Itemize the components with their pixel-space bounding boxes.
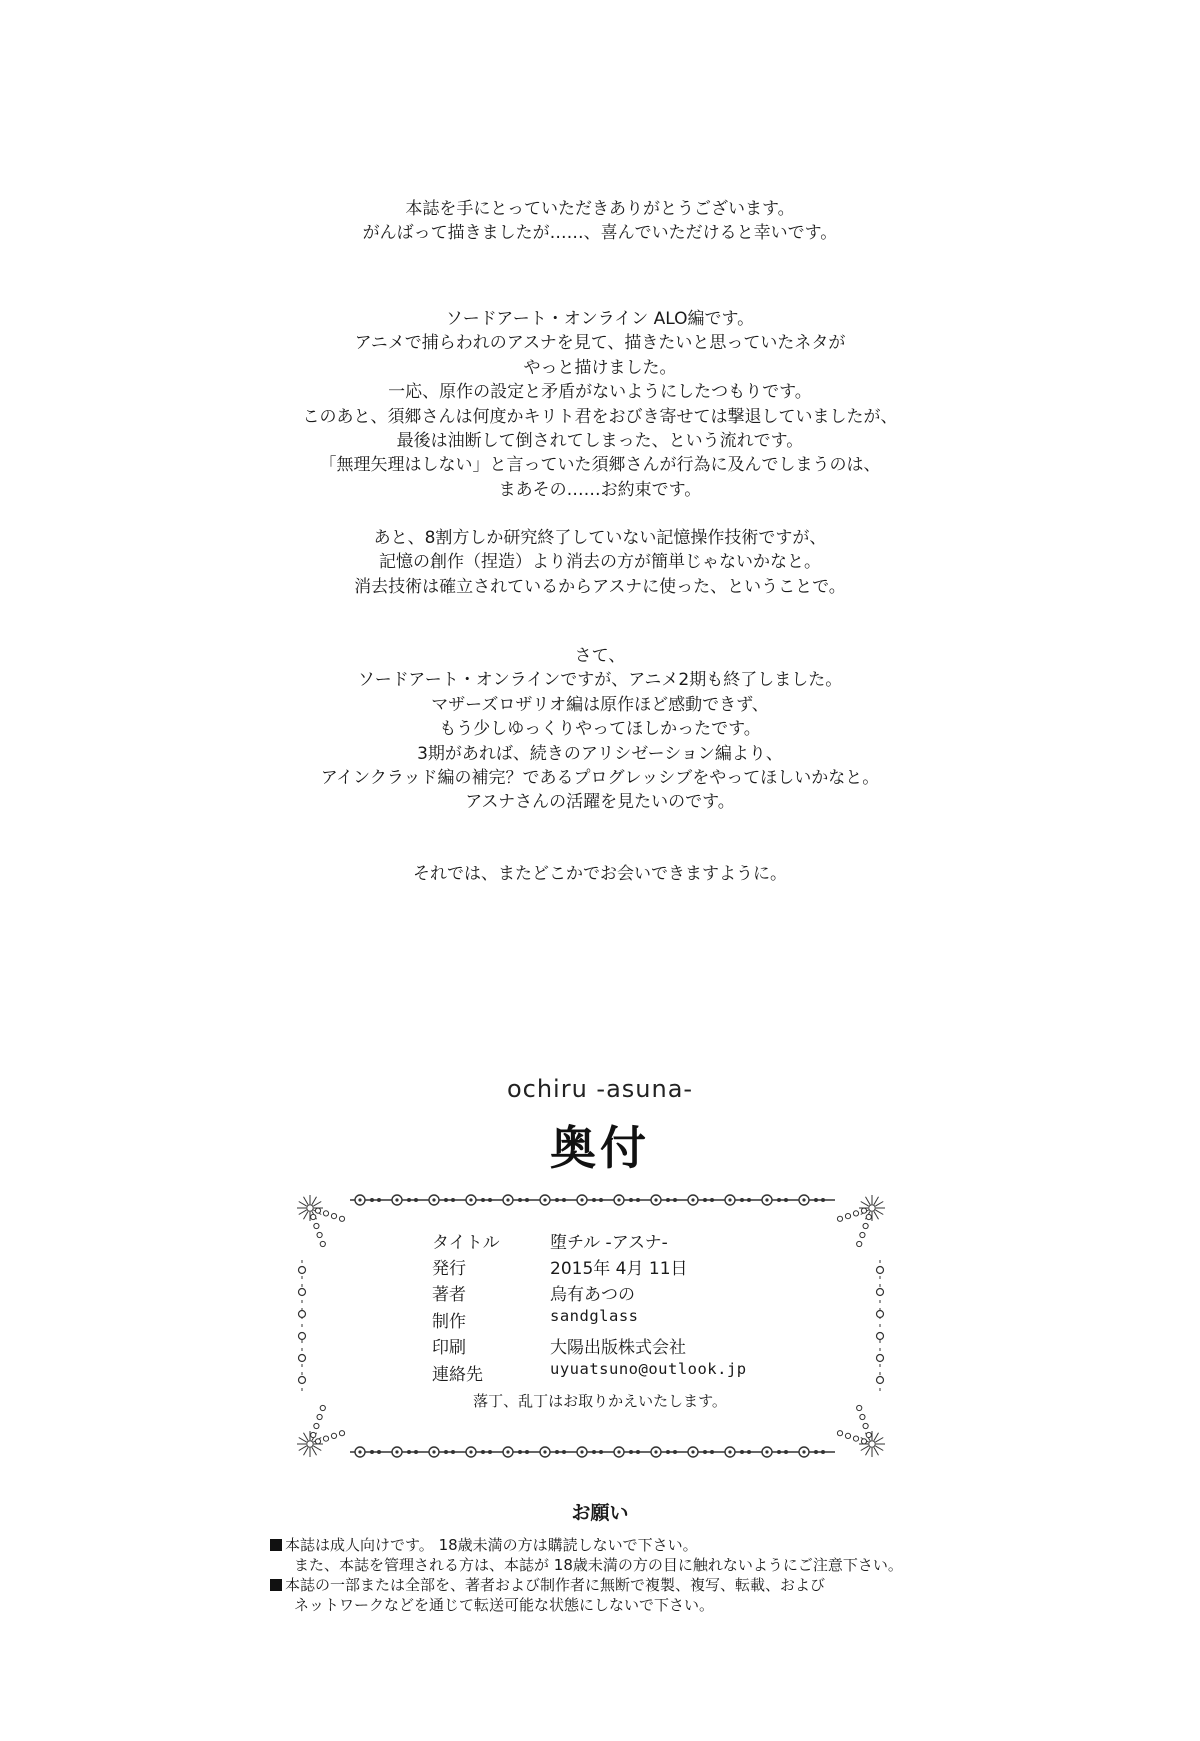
text-line: まあその……お約束です。 [498,479,702,500]
info-value: 烏有あつの [550,1285,635,1305]
info-label: 著者 [432,1285,466,1305]
colophon-subtitle: ochiru -asuna- [506,1075,694,1103]
request-notices [270,1535,970,1615]
notice-item [270,1535,970,1555]
text-line: さて、 [574,646,626,666]
afterword-paragraph-4 [0,644,1200,815]
info-label: 制作 [432,1312,466,1332]
text-line: 本誌を手にとっていただきありがとうございます。 [405,199,795,219]
text-line: それでは、またどこかでお会いできますように。 [413,864,787,884]
info-label: タイトル [432,1233,500,1253]
text-line: このあと、須郷さんは何度かキリト君をおびき寄せては撃退していましたが、 [302,406,898,427]
square-bullet-icon [270,1579,282,1591]
text-line: アインクラッド編の補完？であるプログレッシブをやってほしいかなと。 [320,768,880,789]
afterword-paragraph-2 [0,307,1200,502]
info-note: 落丁、乱丁はお取りかえいたします。 [473,1392,727,1410]
text-line: アニメで捕らわれのアスナを見て、描きたいと思っていたネタが [354,333,846,354]
notice-continuation: また、本誌を管理される方は、本誌が 18歳未満の方の目に触れないようにご注意下さい。 [294,1556,903,1574]
text-line: 記憶の創作（捏造）より消去の方が簡単じゃないかなと。 [379,552,821,573]
text-line: マザーズロザリオ編は原作ほど感動できず、 [431,694,769,715]
text-line: 一応、原作の設定と矛盾がないようにしたつもりです。 [388,382,812,403]
request-title: お願い [571,1502,629,1524]
colophon-title: 奥付 [550,1121,650,1175]
text-line: 「無理矢理はしない」と言っていた須郷さんが行為に及んでしまうのは、 [319,455,881,476]
text-line: アスナさんの活躍を見たいのです。 [465,792,735,813]
afterword-paragraph-1 [0,197,1200,246]
info-value: sandglass [550,1307,639,1325]
text-line: あと、8割方しか研究終了していない記憶操作技術ですが、 [373,528,827,548]
notice-continuation: ネットワークなどを通じて転送可能な状態にしないで下さい。 [294,1596,715,1614]
square-bullet-icon [270,1539,282,1551]
info-value: 大陽出版株式会社 [550,1338,686,1358]
text-line: ソードアート・オンライン ALO編です。 [445,309,755,329]
afterword-paragraph-3 [0,526,1200,599]
text-line: 3期があれば、続きのアリシゼーション編より、 [417,743,783,764]
text-line: やっと描けました。 [523,357,677,378]
notice-item [270,1575,970,1595]
text-line: がんばって描きましたが……、喜んでいただけると幸いです。 [362,223,838,244]
text-line: 消去技術は確立されているからアスナに使った、ということで。 [354,576,846,597]
info-value: 堕チル -アスナ- [550,1233,668,1253]
info-label: 印刷 [432,1338,466,1358]
info-value: 2015年 4月 11日 [550,1259,688,1279]
contact-email: uyuatsuno@outlook.jp [550,1360,747,1378]
text-line: もう少しゆっくりやってほしかったです。 [439,719,761,740]
notice-text: 本誌は成人向けです。 18歳未満の方は購読しないで下さい。 [285,1536,698,1554]
info-label: 連絡先 [432,1365,483,1385]
text-line: ソードアート・オンラインですが、アニメ2期も終了しました。 [357,670,843,691]
info-label: 発行 [432,1259,466,1279]
text-line: 最後は油断して倒されてしまった、という流れです。 [396,431,804,452]
afterword-paragraph-5 [0,862,1200,886]
notice-text: 本誌の一部または全部を、著者および制作者に無断で複製、複写、転載、および [285,1576,826,1594]
